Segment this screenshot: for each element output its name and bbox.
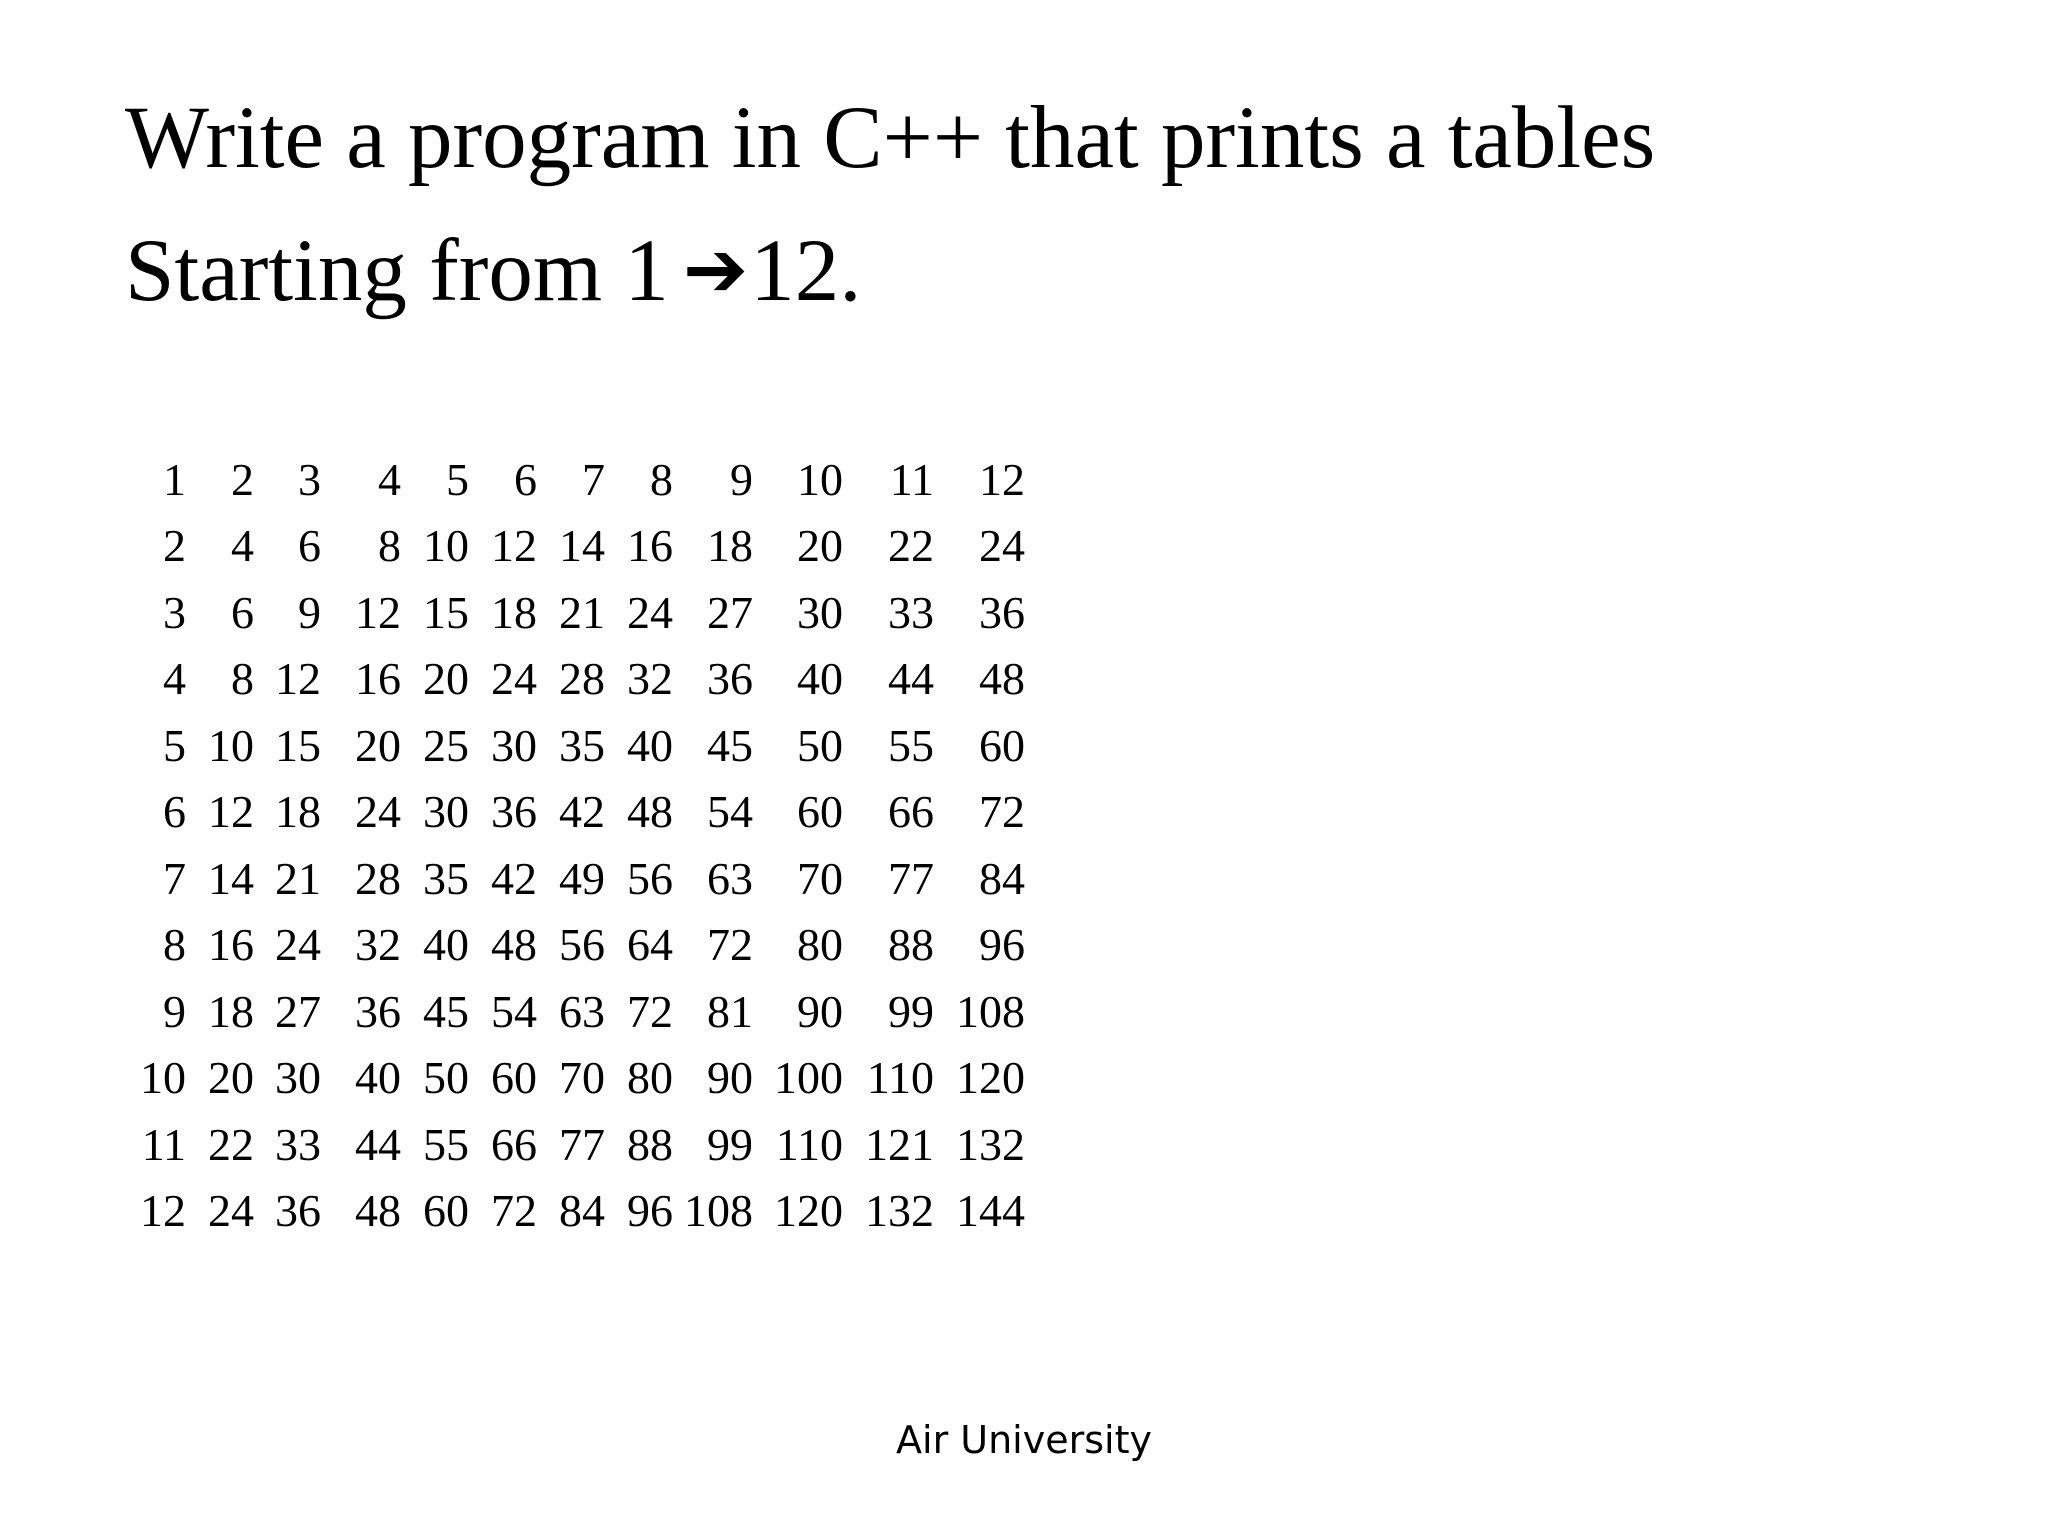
table-cell: 18 xyxy=(707,520,753,572)
table-cell: 10 xyxy=(797,453,843,505)
table-cell: 33 xyxy=(275,1118,321,1170)
table-cell: 24 xyxy=(355,786,401,838)
table-cell: 2 xyxy=(163,520,186,572)
table-cell: 50 xyxy=(797,719,843,771)
table-cell: 36 xyxy=(491,786,537,838)
title-line-2 xyxy=(125,204,1975,337)
table-cell: 15 xyxy=(423,586,469,638)
table-cell: 24 xyxy=(627,586,673,638)
table-cell: 90 xyxy=(797,985,843,1037)
table-cell: 28 xyxy=(355,852,401,904)
table-cell: 100 xyxy=(774,1052,843,1104)
table-cell: 99 xyxy=(707,1118,753,1170)
table-row xyxy=(140,912,1025,979)
table-cell: 4 xyxy=(231,520,254,572)
table-cell: 25 xyxy=(423,719,469,771)
multiplication-table-body xyxy=(140,446,1025,1244)
table-cell: 40 xyxy=(797,653,843,705)
table-cell: 63 xyxy=(559,985,605,1037)
title-line-2-end: 12. xyxy=(750,222,862,320)
table-cell: 30 xyxy=(275,1052,321,1104)
table-cell: 18 xyxy=(208,985,254,1037)
table-cell: 40 xyxy=(423,919,469,971)
table-cell: 72 xyxy=(491,1185,537,1237)
footer-text: Air University xyxy=(896,1418,1152,1462)
table-cell: 10 xyxy=(208,719,254,771)
table-row xyxy=(140,1111,1025,1178)
table-cell: 6 xyxy=(298,520,321,572)
table-cell: 24 xyxy=(979,520,1025,572)
table-cell: 4 xyxy=(163,653,186,705)
table-cell: 48 xyxy=(979,653,1025,705)
table-cell: 144 xyxy=(956,1185,1025,1237)
table-cell: 4 xyxy=(378,453,401,505)
table-cell: 120 xyxy=(774,1185,843,1237)
table-cell: 14 xyxy=(559,520,605,572)
table-cell: 3 xyxy=(163,586,186,638)
table-cell: 108 xyxy=(956,985,1025,1037)
table-cell: 22 xyxy=(888,520,934,572)
table-cell: 20 xyxy=(797,520,843,572)
table-cell: 7 xyxy=(163,852,186,904)
table-cell: 11 xyxy=(141,1118,186,1170)
table-cell: 80 xyxy=(627,1052,673,1104)
table-cell: 24 xyxy=(275,919,321,971)
table-row xyxy=(140,513,1025,580)
table-cell: 42 xyxy=(559,786,605,838)
table-cell: 56 xyxy=(627,852,673,904)
table-cell: 18 xyxy=(491,586,537,638)
table-cell: 8 xyxy=(378,520,401,572)
table-cell: 49 xyxy=(559,852,605,904)
table-cell: 56 xyxy=(559,919,605,971)
table-cell: 40 xyxy=(355,1052,401,1104)
table-cell: 72 xyxy=(707,919,753,971)
table-cell: 30 xyxy=(797,586,843,638)
table-cell: 70 xyxy=(559,1052,605,1104)
table-cell: 110 xyxy=(775,1118,843,1170)
table-cell: 9 xyxy=(163,985,186,1037)
table-cell: 24 xyxy=(208,1185,254,1237)
slide-title xyxy=(125,72,1975,337)
table-cell: 14 xyxy=(208,852,254,904)
table-cell: 12 xyxy=(355,586,401,638)
table-cell: 9 xyxy=(298,586,321,638)
table-cell: 44 xyxy=(888,653,934,705)
table-cell: 121 xyxy=(865,1118,934,1170)
table-cell: 36 xyxy=(355,985,401,1037)
table-cell: 44 xyxy=(355,1118,401,1170)
table-row xyxy=(140,712,1025,779)
table-cell: 35 xyxy=(559,719,605,771)
table-cell: 32 xyxy=(355,919,401,971)
multiplication-table-container xyxy=(140,446,1025,1244)
table-cell: 81 xyxy=(707,985,753,1037)
table-cell: 21 xyxy=(559,586,605,638)
table-cell: 33 xyxy=(888,586,934,638)
table-cell: 70 xyxy=(797,852,843,904)
table-row xyxy=(140,978,1025,1045)
table-cell: 5 xyxy=(163,719,186,771)
table-cell: 99 xyxy=(888,985,934,1037)
table-cell: 72 xyxy=(979,786,1025,838)
table-cell: 60 xyxy=(797,786,843,838)
table-cell: 20 xyxy=(208,1052,254,1104)
table-cell: 9 xyxy=(730,453,753,505)
table-cell: 10 xyxy=(140,1052,186,1104)
title-line-1: Write a program in C++ that prints a tables xyxy=(125,89,1656,187)
table-cell: 27 xyxy=(275,985,321,1037)
table-cell: 8 xyxy=(163,919,186,971)
table-cell: 132 xyxy=(865,1185,934,1237)
table-cell: 12 xyxy=(979,453,1025,505)
table-cell: 8 xyxy=(231,653,254,705)
table-cell: 3 xyxy=(298,453,321,505)
table-cell: 30 xyxy=(491,719,537,771)
table-cell: 20 xyxy=(423,653,469,705)
table-cell: 12 xyxy=(208,786,254,838)
table-cell: 11 xyxy=(889,453,934,505)
table-cell: 15 xyxy=(275,719,321,771)
table-cell: 16 xyxy=(355,653,401,705)
table-cell: 24 xyxy=(491,653,537,705)
table-cell: 8 xyxy=(650,453,673,505)
table-cell: 7 xyxy=(582,453,605,505)
table-cell: 132 xyxy=(956,1118,1025,1170)
table-cell: 28 xyxy=(559,653,605,705)
table-row xyxy=(140,446,1025,513)
table-cell: 42 xyxy=(491,852,537,904)
table-cell: 36 xyxy=(979,586,1025,638)
table-row xyxy=(140,845,1025,912)
table-cell: 21 xyxy=(275,852,321,904)
table-cell: 45 xyxy=(423,985,469,1037)
arrow-right-icon: ➔ xyxy=(682,225,749,315)
table-cell: 60 xyxy=(491,1052,537,1104)
table-cell: 55 xyxy=(888,719,934,771)
table-cell: 27 xyxy=(707,586,753,638)
table-cell: 60 xyxy=(979,719,1025,771)
table-cell: 84 xyxy=(559,1185,605,1237)
table-cell: 12 xyxy=(140,1185,186,1237)
table-cell: 45 xyxy=(707,719,753,771)
table-cell: 48 xyxy=(355,1185,401,1237)
table-cell: 5 xyxy=(446,453,469,505)
title-line-2-start: Starting from 1 xyxy=(125,222,669,320)
table-cell: 20 xyxy=(355,719,401,771)
table-cell: 50 xyxy=(423,1052,469,1104)
table-cell: 77 xyxy=(888,852,934,904)
table-cell: 10 xyxy=(423,520,469,572)
multiplication-table xyxy=(140,446,1025,1244)
table-row xyxy=(140,1045,1025,1112)
table-row xyxy=(140,1178,1025,1245)
table-row xyxy=(140,646,1025,713)
table-cell: 12 xyxy=(491,520,537,572)
table-cell: 36 xyxy=(707,653,753,705)
table-cell: 60 xyxy=(423,1185,469,1237)
table-cell: 35 xyxy=(423,852,469,904)
table-cell: 80 xyxy=(797,919,843,971)
table-cell: 48 xyxy=(491,919,537,971)
table-cell: 96 xyxy=(627,1185,673,1237)
table-cell: 16 xyxy=(208,919,254,971)
table-cell: 77 xyxy=(559,1118,605,1170)
table-cell: 55 xyxy=(423,1118,469,1170)
table-cell: 32 xyxy=(627,653,673,705)
table-cell: 2 xyxy=(231,453,254,505)
table-cell: 66 xyxy=(491,1118,537,1170)
table-cell: 88 xyxy=(627,1118,673,1170)
table-cell: 110 xyxy=(866,1052,934,1104)
table-cell: 30 xyxy=(423,786,469,838)
table-cell: 40 xyxy=(627,719,673,771)
table-cell: 64 xyxy=(627,919,673,971)
table-row xyxy=(140,779,1025,846)
table-cell: 88 xyxy=(888,919,934,971)
table-cell: 1 xyxy=(163,453,186,505)
table-cell: 120 xyxy=(956,1052,1025,1104)
table-cell: 54 xyxy=(707,786,753,838)
table-cell: 54 xyxy=(491,985,537,1037)
table-cell: 48 xyxy=(627,786,673,838)
table-cell: 6 xyxy=(514,453,537,505)
table-cell: 6 xyxy=(231,586,254,638)
table-cell: 36 xyxy=(275,1185,321,1237)
table-row xyxy=(140,579,1025,646)
table-cell: 108 xyxy=(684,1185,753,1237)
table-cell: 18 xyxy=(275,786,321,838)
table-cell: 63 xyxy=(707,852,753,904)
table-cell: 6 xyxy=(163,786,186,838)
table-cell: 66 xyxy=(888,786,934,838)
table-cell: 72 xyxy=(627,985,673,1037)
table-cell: 22 xyxy=(208,1118,254,1170)
table-cell: 96 xyxy=(979,919,1025,971)
table-cell: 12 xyxy=(275,653,321,705)
table-cell: 84 xyxy=(979,852,1025,904)
table-cell: 90 xyxy=(707,1052,753,1104)
table-cell: 16 xyxy=(627,520,673,572)
